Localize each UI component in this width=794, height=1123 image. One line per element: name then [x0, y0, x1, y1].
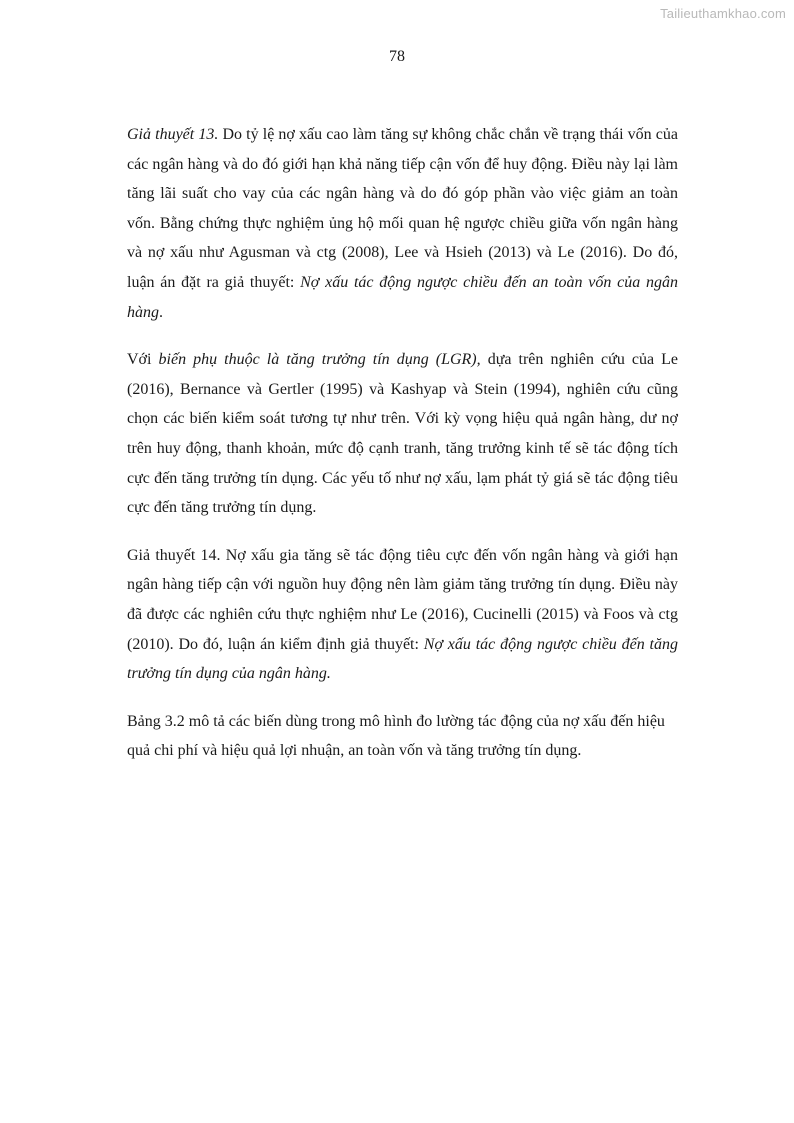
watermark: Tailieuthamkhao.com [660, 6, 786, 21]
page-number: 78 [389, 48, 405, 65]
paragraph-text: dựa trên nghiên cứu của Le (2016), Bernance và Gertler (1995) và Kashyap và Stein (1994), nghiên cứu cũng chọn các biến kiểm soát tương tự như trên. Với kỳ vọng hiệu quả ngân hàng, dư nợ trên huy động, thanh khoản, mức độ cạnh tranh, tăng trưởng kinh tế sẽ tác động tích cực đến tăng trưởng tín dụng. Các yếu tố như nợ xấu, lạm phát tỷ giá sẽ tác động tiêu cực đến tăng trưởng tín dụng. [127, 351, 679, 517]
paragraph-hypothesis-13 [127, 120, 678, 327]
hypothesis-13-statement: Nợ xấu tác động ngược chiều đến an toàn vốn của ngân hàng [127, 273, 679, 321]
paragraph-hypothesis-14 [127, 541, 678, 689]
paragraph-table-reference [127, 707, 678, 766]
document-body [127, 120, 678, 766]
hypothesis-13-label: Giả thuyết 13. [127, 126, 219, 143]
paragraph-credit-growth [127, 345, 678, 523]
paragraph-text: Giả thuyết 14. Nợ xấu gia tăng sẽ tác động tiêu cực đến vốn ngân hàng và giới hạn ngân hàng tiếp cận với nguồn huy động nên làm giảm tăng trưởng tín dụng. Điều này đã được các nghiên cứu thực nghiệm như Le (2016), Cucinelli (2015) và Foos và ctg (2010). Do đó, luận án kiểm định giả thuyết: [127, 546, 678, 653]
hypothesis-14-statement: Nợ xấu tác động ngược chiều đến tăng trưởng tín dụng của ngân hàng. [127, 635, 679, 683]
paragraph-end: . [159, 303, 163, 321]
paragraph-text: Bảng 3.2 mô tả các biến dùng trong mô hình đo lường tác động của nợ xấu đến hiệu quả chi phí và hiệu quả lợi nhuận, an toàn vốn và tăng trưởng tín dụng. [127, 712, 665, 760]
paragraph-text: Do tỷ lệ nợ xấu cao làm tăng sự không chắc chắn về trạng thái vốn của các ngân hàng và do đó giới hạn khả năng tiếp cận vốn để huy động. Điều này lại làm tăng lãi suất cho vay của các ngân hàng và do đó góp phần vào việc giảm an toàn vốn. Bằng chứng thực nghiệm ủng hộ mối quan hệ ngược chiều giữa vốn ngân hàng và nợ xấu như Agusman và ctg (2008), Lee và Hsieh (2013) và Le (2016). Do đó, luận án đặt ra giả thuyết: [127, 126, 678, 291]
paragraph-lead: Với [127, 351, 159, 369]
dependent-variable-label: biến phụ thuộc là tăng trưởng tín dụng (LGR), [158, 351, 481, 369]
